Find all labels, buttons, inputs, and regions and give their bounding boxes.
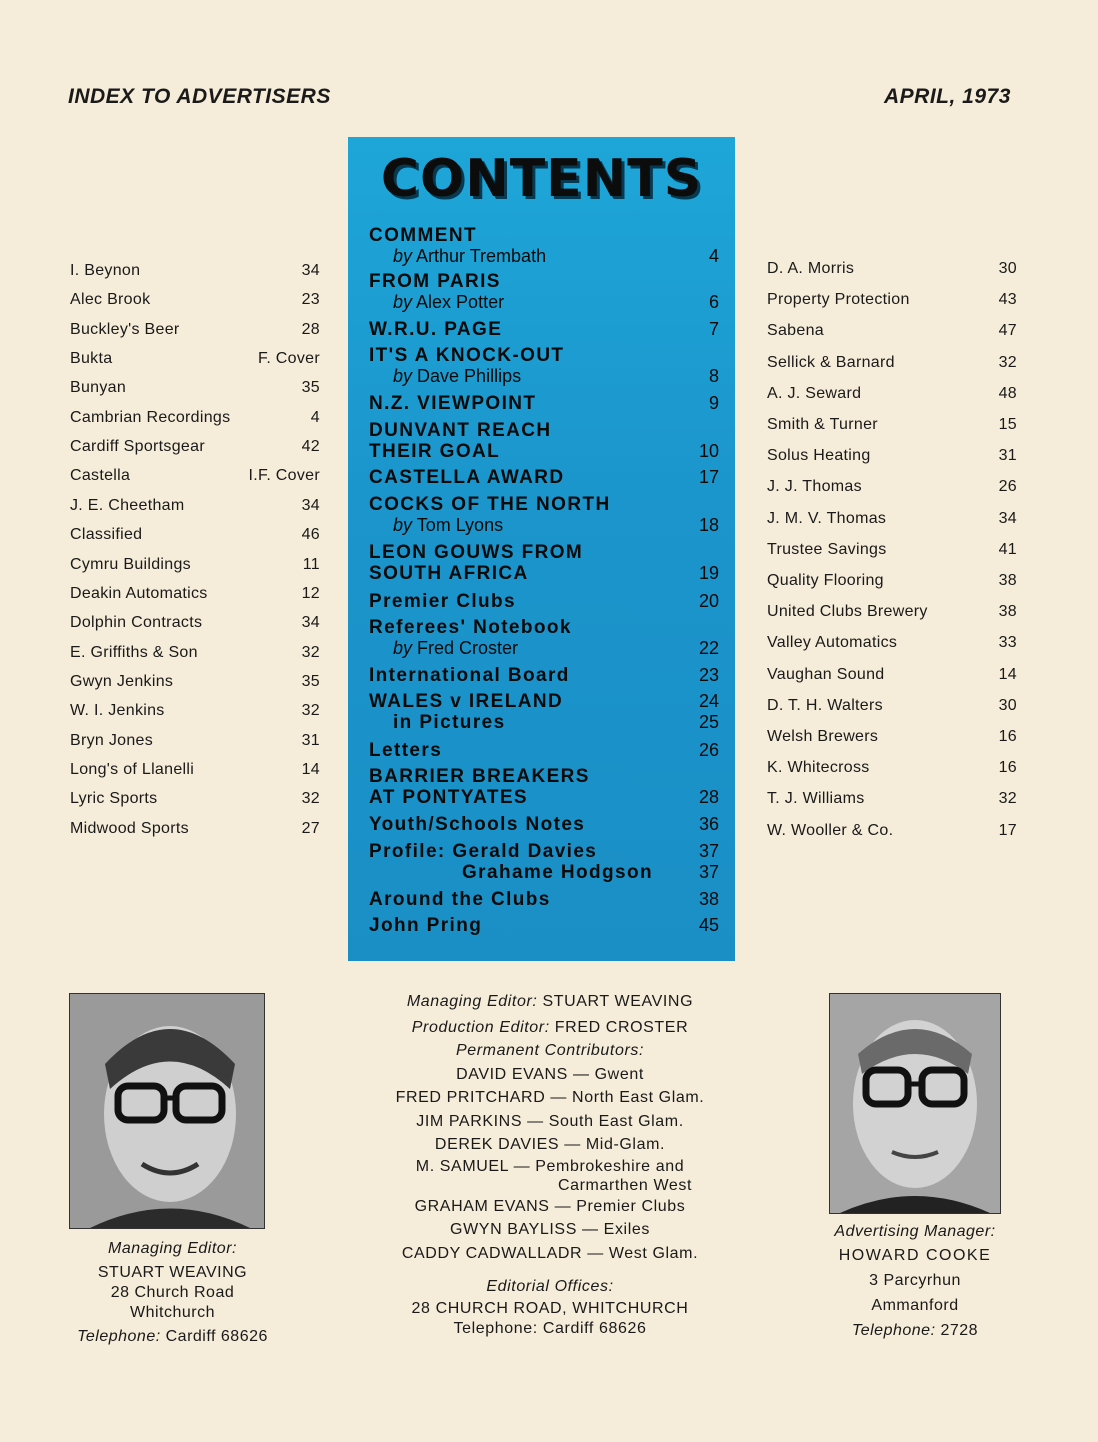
contents-entry [369,740,719,761]
contents-entry [369,617,719,659]
advertiser-name: Sellick & Barnard [767,353,895,371]
contents-entry [369,467,719,488]
caption-address-line2: Ammanford [871,1297,959,1314]
advertiser-name: Property Protection [767,291,910,309]
advertiser-name: Long's of Llanelli [70,760,195,778]
advertiser-name: J. E. Cheetham [70,496,185,514]
advertiser-page: 42 [301,438,320,456]
advertiser-entry [70,409,320,427]
advertiser-entry [767,416,1017,434]
contents-entry [369,271,719,313]
production-editor-credit: Production Editor: FRED CROSTER [411,1018,689,1036]
advertiser-name: Cambrian Recordings [70,408,231,426]
staff-credits [370,990,730,1339]
advertiser-page: 14 [301,760,320,778]
advertiser-page: 31 [301,731,320,749]
advertiser-name: J. J. Thomas [767,478,862,496]
caption-name: STUART WEAVING [97,1264,248,1281]
advertiser-name: A. J. Seward [767,384,862,402]
entry-title-line2: THEIR GOAL [369,441,501,462]
entry-title: COMMENT [369,225,477,246]
contributors-label: Permanent Contributors: [455,1042,645,1059]
portrait-image [70,994,264,1228]
advertiser-name: United Clubs Brewery [767,603,928,621]
contributor-line: Carmarthen West [557,1176,693,1194]
entry-page: 18 [698,515,719,535]
contents-entry [369,420,719,462]
advertiser-page: 35 [301,672,320,690]
advertiser-name: T. J. Williams [767,790,865,808]
offices-address: 28 CHURCH ROAD, WHITCHURCH [411,1299,689,1317]
managing-editor-credit: Managing Editor: STUART WEAVING [406,993,694,1010]
advertiser-name: Welsh Brewers [767,728,879,745]
advertiser-entry [70,321,320,339]
offices-phone: Telephone: Cardiff 68626 [453,1319,647,1337]
contributor-line: M. SAMUEL — Pembrokeshire and [415,1157,685,1175]
advertiser-entry [767,759,1017,777]
advertiser-page: 38 [998,603,1017,621]
offices-label: Editorial Offices: [486,1278,614,1295]
advertiser-page: 28 [301,320,320,338]
advertiser-page: 34 [301,262,320,279]
advertiser-name: Castella [70,467,131,485]
advertiser-page: 34 [998,509,1017,527]
advertiser-name: Deakin Automatics [70,584,208,602]
advertiser-entry [767,634,1017,652]
advertiser-page: 48 [998,384,1017,402]
advertiser-entry [70,556,320,574]
entry-title: W.R.U. PAGE [369,319,503,340]
advertiser-page: 31 [998,447,1017,465]
contents-entry [369,766,719,808]
index-heading: INDEX TO ADVERTISERS [68,85,331,108]
entry-page: 9 [708,393,719,413]
entry-author: by Fred Croster [393,638,519,658]
contributors-list [370,1063,730,1266]
advertiser-entry [70,761,320,779]
advertiser-entry [767,354,1017,372]
entry-page: 28 [698,787,719,807]
entry-page: 8 [708,366,719,386]
advertiser-entry [70,438,320,456]
entry-page: 24 [698,691,719,711]
advertiser-name: Buckley's Beer [70,320,180,338]
advertiser-page: 32 [998,353,1017,371]
advertiser-name: Gwyn Jenkins [70,672,174,690]
contents-entry [369,393,719,414]
entry-page: 6 [708,292,719,312]
advertiser-page: 38 [998,572,1017,589]
advertiser-page: 30 [998,696,1017,714]
advertiser-name: J. M. V. Thomas [767,509,887,527]
advertiser-entry [767,291,1017,309]
advertiser-name: Smith & Turner [767,416,878,433]
caption-address-line2: Whitchurch [129,1304,216,1321]
entry-page: 23 [698,665,719,685]
contents-entry [369,225,719,267]
contents-panel [348,137,735,961]
entry-title-line2: Grahame Hodgson [462,862,653,883]
advertiser-entry [70,379,320,397]
managing-editor-photo [69,993,265,1229]
advertiser-name: Classified [70,526,143,544]
entry-title: Youth/Schools Notes [369,814,586,835]
entry-title: Referees' Notebook [369,617,572,638]
entry-title: LEON GOUWS FROM [369,542,584,563]
contributor-line: DEREK DAVIES — Mid-Glam. [434,1136,666,1153]
entry-title: Premier Clubs [369,591,517,612]
advertiser-entry [767,572,1017,590]
contents-entry [369,841,719,883]
entry-title: IT'S A KNOCK-OUT [369,345,565,366]
entry-title: International Board [369,665,570,686]
entry-title: COCKS OF THE NORTH [369,494,611,515]
advertiser-entry [767,510,1017,528]
entry-title-line2: AT PONTYATES [369,787,528,808]
entry-title-line2: SOUTH AFRICA [369,563,529,584]
entry-page: 36 [698,814,719,834]
entry-title: Profile: Gerald Davies [369,841,598,862]
contributor-line: FRED PRITCHARD — North East Glam. [395,1089,705,1106]
entry-title: WALES v IRELAND [369,691,564,712]
contributor-line: DAVID EVANS — Gwent [456,1065,644,1083]
advertiser-page: 14 [998,665,1017,683]
caption-phone: Telephone: 2728 [851,1322,979,1339]
entry-page: 38 [698,889,719,909]
advertiser-page: 16 [998,728,1017,745]
entry-author: by Arthur Trembath [393,246,547,266]
advertiser-name: Midwood Sports [70,819,189,837]
advertiser-name: Bunyan [70,379,127,397]
entry-page: 37 [698,841,719,861]
advertiser-page: 27 [301,819,320,837]
advertiser-page: 4 [310,408,320,426]
advertiser-page: 11 [302,555,320,573]
advertiser-page: 17 [998,821,1017,839]
advertising-manager-caption [800,1222,1030,1341]
advertiser-name: Cardiff Sportsgear [70,438,205,456]
entry-page: 20 [698,591,719,611]
managing-editor-caption [60,1239,285,1347]
advertiser-name: K. Whitecross [767,759,870,777]
advertiser-entry [767,822,1017,840]
advertiser-entry [70,702,320,720]
advertiser-page: 43 [998,291,1017,309]
advertiser-entry [767,322,1017,340]
caption-name: HOWARD COOKE [838,1247,992,1264]
advertiser-name: Valley Automatics [767,634,898,652]
advertiser-entry [70,262,320,280]
advertiser-entry [767,790,1017,808]
entry-page: 4 [708,246,719,266]
entry-author: by Alex Potter [393,292,505,312]
entry-page-2: 25 [698,712,719,732]
advertiser-entry [767,385,1017,403]
entry-title: BARRIER BREAKERS [369,766,590,787]
advertiser-page: 30 [998,260,1017,277]
advertiser-page: 34 [301,496,320,514]
entry-page: 22 [698,638,719,658]
advertiser-entry [767,728,1017,746]
advertiser-page: 35 [301,379,320,397]
advertiser-entry [70,790,320,808]
entry-author: by Tom Lyons [393,515,504,535]
advertiser-entry [70,467,320,485]
advertiser-entry [70,614,320,632]
caption-phone: Telephone: Cardiff 68626 [77,1328,268,1345]
entry-page: 10 [698,441,719,461]
advertiser-entry [70,732,320,750]
contents-entry [369,494,719,536]
advertiser-page: 41 [998,540,1017,558]
caption-address-line1: 28 Church Road [110,1284,235,1301]
advertiser-page: 47 [998,322,1017,340]
advertiser-page: 16 [998,759,1017,777]
entry-page: 17 [698,467,719,487]
entry-title-line2: in Pictures [393,712,506,733]
advertiser-name: W. Wooller & Co. [767,821,894,839]
advertiser-name: Solus Heating [767,447,871,465]
advertiser-page: 34 [301,614,320,632]
advertiser-entry [767,478,1017,496]
contents-entry [369,915,719,936]
advertiser-page: 32 [301,643,320,661]
advertiser-name: D. T. H. Walters [767,696,883,714]
entry-author: by Dave Phillips [393,366,522,386]
entry-title: DUNVANT REACH [369,420,552,441]
advertiser-page: 32 [998,790,1017,808]
advertiser-page: 32 [301,702,320,720]
advertiser-entry [70,644,320,662]
advertising-manager-photo [829,993,1001,1214]
advertiser-entry [70,673,320,691]
contents-title: CONTENTS [380,149,703,209]
advertiser-page: 15 [998,416,1017,433]
advertiser-page: 26 [998,478,1017,496]
advertiser-name: D. A. Morris [767,260,855,277]
advertiser-page: 33 [998,634,1017,652]
advertiser-name: I. Beynon [70,262,141,279]
advertiser-name: Bukta [70,350,113,368]
advertiser-name: Alec Brook [70,291,151,309]
entry-page: 26 [698,740,719,760]
entry-title: FROM PARIS [369,271,501,292]
advertiser-name: Bryn Jones [70,731,154,749]
contributor-line: GRAHAM EVANS — Premier Clubs [414,1197,686,1215]
advertiser-page: 46 [301,526,320,544]
issue-date: APRIL, 1973 [884,85,1011,108]
caption-address-line1: 3 Parcyrhun [869,1272,961,1289]
advertiser-name: Quality Flooring [767,572,884,589]
contents-entry [369,319,719,340]
advertiser-entry [70,497,320,515]
advertiser-entry [767,541,1017,559]
advertiser-page: 12 [301,584,320,602]
advertiser-entry [767,666,1017,684]
advertiser-entry [70,526,320,544]
advertiser-page: 32 [301,790,320,808]
entry-title: John Pring [369,915,483,936]
entry-title: Around the Clubs [369,889,551,910]
advertiser-name: E. Griffiths & Son [70,643,198,661]
entry-page: 45 [698,915,719,935]
advertiser-name: W. I. Jenkins [70,702,165,720]
contents-entry [369,345,719,387]
advertiser-entry [767,447,1017,465]
advertiser-name: Dolphin Contracts [70,614,203,632]
advertiser-page: F. Cover [258,350,320,368]
contributor-line: JIM PARKINS — South East Glam. [416,1112,684,1130]
advertiser-entry [767,260,1017,278]
advertiser-page: I.F. Cover [248,467,320,485]
entry-title: N.Z. VIEWPOINT [369,393,537,414]
caption-role: Advertising Manager: [834,1223,996,1240]
advertiser-entry [70,820,320,838]
advertiser-entry [70,585,320,603]
advertiser-name: Sabena [767,322,824,340]
entry-title: CASTELLA AWARD [369,467,565,488]
contents-entry [369,814,719,835]
caption-role: Managing Editor: [108,1240,237,1257]
advertiser-page: 23 [301,291,320,309]
contents-entry [369,889,719,910]
contents-entry [369,665,719,686]
advertiser-entry [70,291,320,309]
entry-page: 7 [708,319,719,339]
advertiser-name: Trustee Savings [767,540,887,558]
advertiser-entry [70,350,320,368]
advertiser-name: Lyric Sports [70,790,158,808]
contents-entry [369,542,719,584]
advertiser-entry [767,697,1017,715]
advertiser-name: Cymru Buildings [70,555,191,573]
advertiser-entry [767,603,1017,621]
contents-entry [369,591,719,612]
contributor-line: CADDY CADWALLADR — West Glam. [401,1244,699,1262]
entry-page-2: 37 [698,862,719,882]
entry-page: 19 [698,563,719,583]
entry-title: Letters [369,740,443,761]
portrait-image [830,994,1000,1213]
contents-entry [369,691,719,733]
advertiser-name: Vaughan Sound [767,665,885,683]
contributor-line: GWYN BAYLISS — Exiles [450,1221,650,1238]
